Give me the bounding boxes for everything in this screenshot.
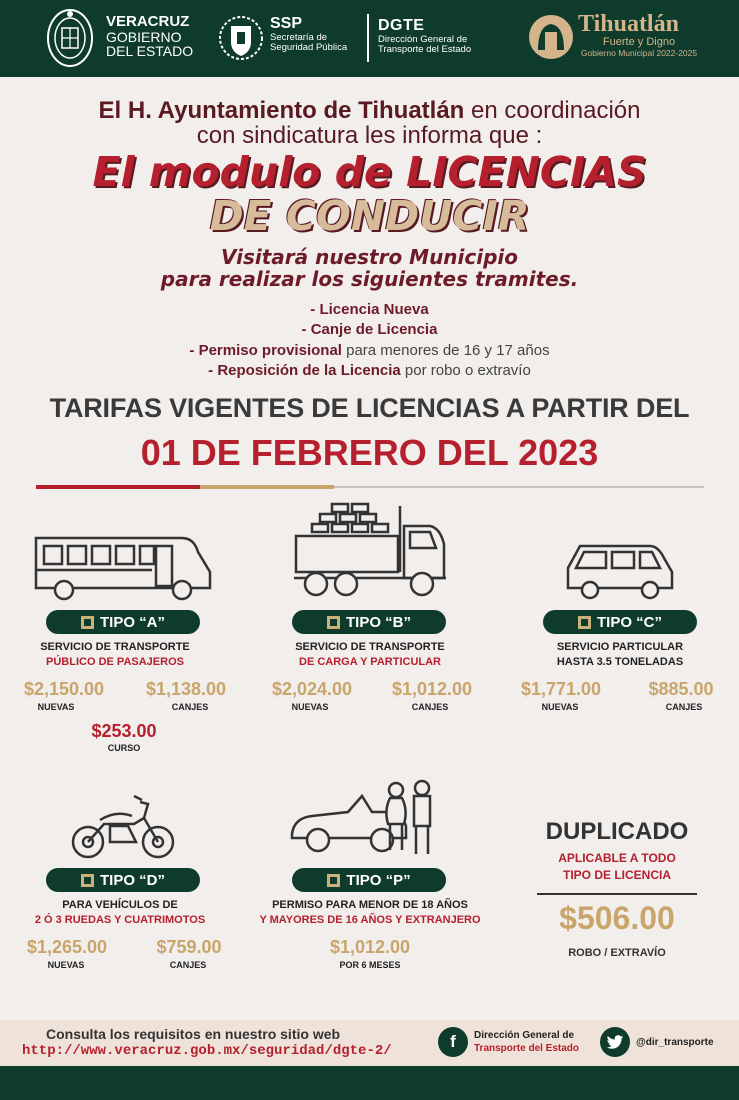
tipo-p-service-line2: Y MAYORES DE 16 AÑOS Y EXTRANJERO (259, 914, 481, 927)
duplicado-price: $506.00 (559, 900, 675, 936)
veracruz-line3: DEL ESTADO (106, 43, 194, 60)
tipo-a-price-canjes: $1,138.00 (145, 679, 227, 699)
tarifas-heading: TARIFAS VIGENTES DE LICENCIAS A PARTIR DEL (49, 393, 690, 423)
tipo-a-service-line2: PÚBLICO DE PASAJEROS (46, 656, 184, 669)
headline-line2: DE CONDUCIR (209, 192, 530, 240)
tipo-b-price-nuevas: $2,024.00 (271, 679, 353, 699)
intro-line1 (0, 98, 739, 123)
duplicado-divider (537, 893, 697, 895)
convertible-car-icon (288, 776, 446, 862)
intro-line1-bold: El H. Ayuntamiento de Tihuatlán (98, 97, 465, 124)
tramite-bold: - Licencia Nueva (310, 301, 429, 318)
ssp-title: SSP (270, 15, 303, 32)
duplicado-sub-line1: APLICABLE A TODO (558, 851, 676, 865)
tihuatlan-motto: Fuerte y Digno (602, 36, 676, 49)
visit-text (0, 246, 739, 290)
header-banner (0, 0, 739, 77)
tipo-a-price-curso: $253.00 (91, 721, 157, 741)
facebook-glyph: f (450, 1032, 456, 1051)
tihuatlan-logo-icon (526, 12, 576, 62)
footer-url-link[interactable]: http://www.veracruz.gob.mx/seguridad/dgte-2/ (22, 1043, 392, 1059)
tipo-c-price-nuevas: $1,771.00 (520, 679, 602, 699)
truck-icon (290, 500, 450, 602)
tipo-a-badge (46, 610, 200, 634)
tramite-item (0, 341, 739, 361)
tipo-d-service (20, 898, 220, 929)
tipo-b-label-canjes: CANJES (411, 702, 449, 712)
tihuatlan-wordmark (578, 12, 700, 58)
facebook-icon[interactable] (438, 1027, 468, 1057)
tipo-a-service-line1: SERVICIO DE TRANSPORTE (40, 641, 190, 653)
tihuatlan-title: Tihuatlán (578, 11, 679, 37)
tipo-b-badge (292, 610, 446, 634)
tramite-bold: - Reposición de la Licencia (208, 361, 401, 379)
duplicado-sub (527, 850, 707, 884)
tarifas-date: 01 DE FEBRERO DEL 2023 (140, 432, 599, 473)
tipo-c-label: TIPO “C” (596, 613, 662, 631)
twitter-handle[interactable]: @dir_transporte (636, 1037, 714, 1048)
tipo-d-price-nuevas: $1,265.00 (26, 937, 108, 957)
tipo-c-label-canjes: CANJES (665, 702, 703, 712)
tipo-c-price-canjes: $885.00 (648, 679, 714, 699)
tipo-d-price-canjes: $759.00 (156, 937, 222, 957)
tipo-a-label-canjes: CANJES (171, 702, 209, 712)
dgte-line1: Dirección General de (378, 33, 468, 45)
tipo-b-label-nuevas: NUEVAS (291, 702, 329, 712)
dgte-wordmark (378, 18, 471, 55)
tipo-p-service-line1: PERMISO PARA MENOR DE 18 AÑOS (272, 899, 468, 911)
intro-text (0, 98, 739, 148)
intro-line2: con sindicatura les informa que : (196, 122, 543, 150)
veracruz-seal-icon (44, 6, 96, 70)
tramite-bold: - Canje de Licencia (301, 321, 438, 339)
tipo-c-service-line1: SERVICIO PARTICULAR (556, 641, 684, 653)
intro-line1-rest: en coordinación (464, 97, 641, 124)
divider-gold (200, 485, 334, 489)
duplicado-title: DUPLICADO (545, 818, 689, 845)
tipo-p-price: $1,012.00 (329, 937, 411, 957)
header-divider (367, 14, 369, 62)
tipo-d-badge (46, 868, 200, 892)
facebook-handle[interactable] (474, 1029, 579, 1055)
badge-icon (578, 616, 591, 629)
tipo-b-service (270, 640, 470, 671)
tipo-p-label: POR 6 MESES (339, 960, 401, 970)
tramite-rest: para menores de 16 y 17 años (341, 341, 550, 359)
tipo-a-label-nuevas: NUEVAS (37, 702, 75, 712)
badge-icon (81, 616, 94, 629)
ssp-line1: Secretaría de (270, 31, 328, 43)
van-icon (564, 540, 676, 602)
tihuatlan-period: Gobierno Municipal 2022-2025 (580, 47, 698, 58)
dgte-line2: Transporte del Estado (378, 43, 472, 55)
tipo-b-label: TIPO “B” (345, 613, 411, 631)
veracruz-line2: GOBIERNO (106, 28, 182, 45)
visit-line2: para realizar los siguientes tramites. (160, 267, 579, 291)
facebook-line2: Transporte del Estado (474, 1043, 580, 1054)
tipo-d-label-nuevas: NUEVAS (47, 960, 85, 970)
ssp-shield-icon (218, 10, 264, 66)
tipo-p-label: TIPO “P” (346, 871, 411, 889)
tipo-p-service (240, 898, 500, 929)
tipo-p-badge (292, 868, 446, 892)
motorcycle-icon (70, 790, 178, 862)
tramites-list (0, 300, 739, 381)
tipo-d-label: TIPO “D” (99, 871, 165, 889)
tramite-bold: - Permiso provisional (189, 341, 342, 359)
tramite-item (0, 300, 739, 320)
divider-gray (334, 486, 704, 488)
badge-icon (81, 874, 94, 887)
tipo-a-label: TIPO “A” (99, 613, 165, 631)
duplicado-label: ROBO / EXTRAVÍO (568, 947, 666, 959)
tipo-c-service-line2: HASTA 3.5 TONELADAS (556, 656, 684, 669)
ssp-wordmark (270, 16, 347, 53)
tipo-c-label-nuevas: NUEVAS (541, 702, 579, 712)
tramite-item (0, 320, 739, 340)
tipo-b-service-line2: DE CARGA Y PARTICULAR (299, 656, 441, 669)
twitter-bird-icon (606, 1035, 624, 1050)
veracruz-wordmark (106, 14, 193, 59)
ssp-line2: Seguridad Pública (270, 41, 348, 53)
tipo-c-badge (543, 610, 697, 634)
visit-line1: Visitará nuestro Municipio (220, 245, 519, 269)
tipo-b-service-line1: SERVICIO DE TRANSPORTE (295, 641, 445, 653)
tipo-c-service (520, 640, 720, 671)
twitter-icon[interactable] (600, 1027, 630, 1057)
tipo-d-service-line2: 2 Ó 3 RUEDAS Y CUATRIMOTOS (34, 914, 206, 927)
tipo-a-service (20, 640, 210, 671)
veracruz-line1: VERACRUZ (106, 13, 190, 30)
badge-icon (327, 874, 340, 887)
tramite-rest: por robo o extravío (400, 361, 531, 379)
tramite-item (0, 361, 739, 381)
footer-consulta: Consulta los requisitos en nuestro sitio web (46, 1026, 341, 1042)
tipo-d-service-line1: PARA VEHÍCULOS DE (62, 899, 178, 911)
tipo-a-label-curso: CURSO (107, 743, 141, 753)
tipo-d-label-canjes: CANJES (169, 960, 207, 970)
divider-red (36, 485, 200, 489)
badge-icon (327, 616, 340, 629)
tipo-a-price-nuevas: $2,150.00 (23, 679, 105, 699)
bottom-decorative-band (0, 1066, 739, 1100)
duplicado-sub-line2: TIPO DE LICENCIA (562, 867, 671, 882)
tipo-b-price-canjes: $1,012.00 (391, 679, 473, 699)
dgte-title: DGTE (378, 17, 425, 34)
facebook-line1: Dirección General de (474, 1030, 575, 1041)
bus-icon (32, 532, 216, 602)
headline-line1: El modulo de LICENCIAS (92, 148, 647, 196)
